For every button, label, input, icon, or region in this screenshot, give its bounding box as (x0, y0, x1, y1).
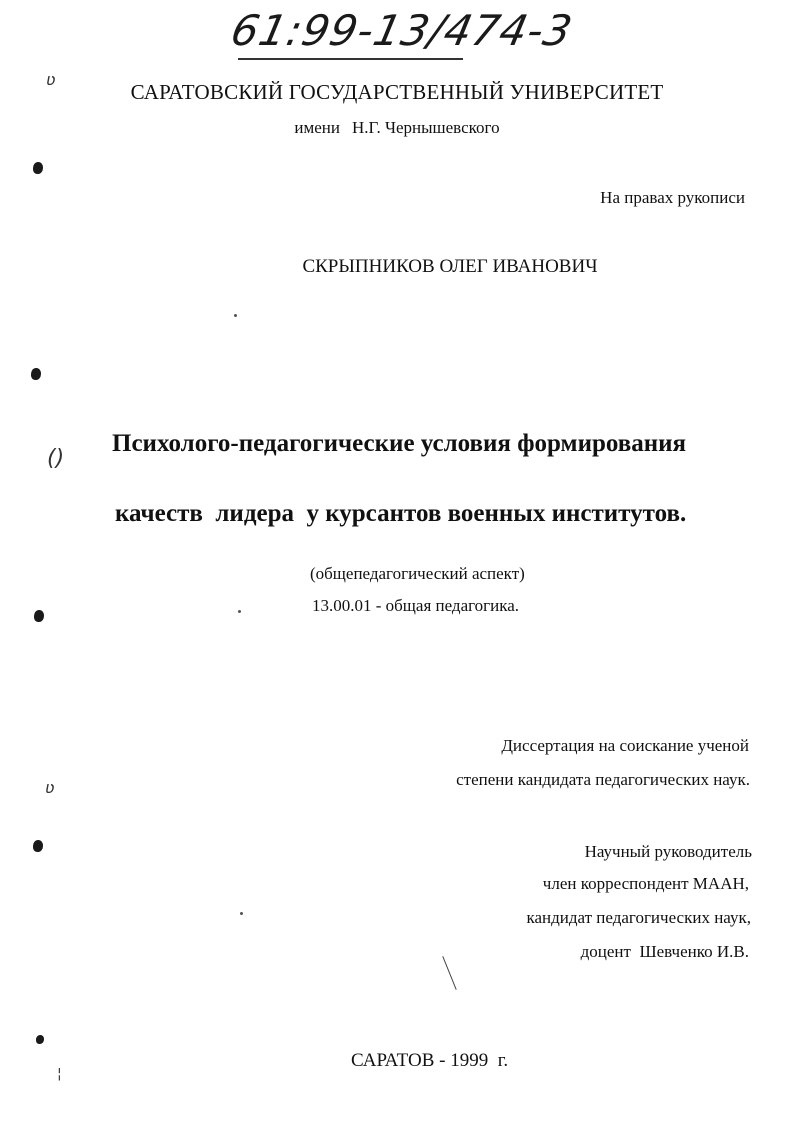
specialty-code: 13.00.01 - общая педагогика. (312, 596, 520, 615)
city-year-text: САРАТОВ - 1999 г. (351, 1050, 509, 1071)
author-name: СКРЫПНИКОВ ОЛЕГ ИВАНОВИЧ (302, 256, 598, 277)
binding-hole (33, 162, 43, 174)
supervisor-title-1: член корреспондент МААН, (542, 874, 749, 893)
university-named-after (0, 118, 794, 138)
scan-dot (234, 314, 237, 317)
supervisor-name-text: доцент Шевченко И.В. (580, 942, 749, 961)
scan-mark: () (47, 446, 65, 471)
named-prefix: имени (294, 118, 340, 137)
binding-hole (36, 1035, 44, 1044)
supervisor-title-2: кандидат педагогических наук, (526, 908, 751, 927)
handwritten-catalog-code: 61:99-13/474-3 (226, 6, 578, 55)
university-name: САРАТОВСКИЙ ГОСУДАРСТВЕННЫЙ УНИВЕРСИТЕТ (130, 80, 664, 104)
manuscript-rights: На правах рукописи (600, 188, 745, 207)
city-year (351, 1050, 508, 1072)
supervisor-label: Научный руководитель (584, 842, 752, 861)
binding-hole (34, 610, 44, 622)
binding-hole (31, 368, 41, 380)
title-line-2 (115, 500, 686, 528)
scan-mark: ʋ (45, 778, 55, 797)
dissertation-line-2: степени кандидата педагогических наук. (456, 770, 750, 789)
scan-dot (240, 912, 243, 915)
supervisor-name (581, 942, 749, 962)
scan-mark: ʋ (46, 70, 56, 89)
scan-stroke (442, 956, 456, 990)
dissertation-line-1: Диссертация на соискание ученой (501, 736, 749, 755)
title-line-2-text: качеств лидера у курсантов военных институтов. (115, 500, 687, 527)
scan-mark: ¦ (57, 1066, 62, 1082)
scan-dot (238, 610, 241, 613)
handwritten-underline (238, 58, 463, 60)
aspect-note: (общепедагогический аспект) (310, 564, 525, 583)
binding-hole (33, 840, 43, 852)
title-line-1: Психолого-педагогические условия формирования (112, 430, 687, 457)
named-person: Н.Г. Чернышевского (352, 118, 500, 137)
